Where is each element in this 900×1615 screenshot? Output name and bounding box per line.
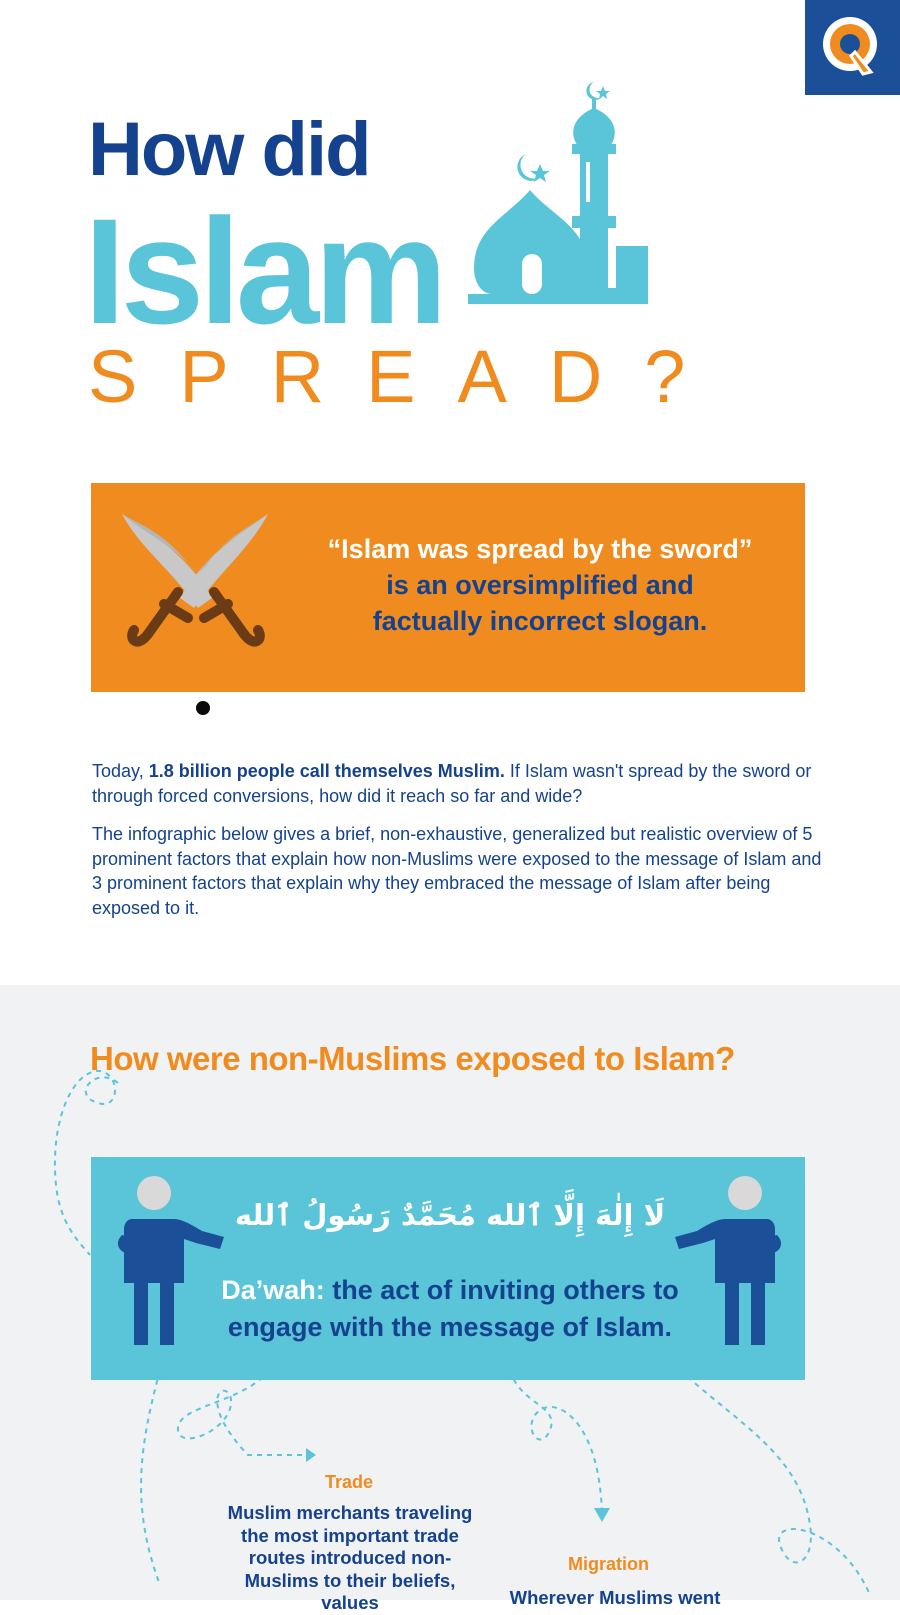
migration-label: Migration — [568, 1554, 649, 1574]
title-line-2: Islam — [84, 187, 443, 355]
shahada-text: لَا إِلٰهَ إِلَّا ٱلله مُحَمَّدٌ رَسُولُ ٱلله — [234, 1198, 666, 1232]
banner-text — [290, 531, 790, 639]
dawah-definition-text: the act of inviting others to engage with the message of Islam. — [227, 1275, 679, 1342]
logo[interactable] — [805, 0, 900, 95]
banner-line-3: factually incorrect slogan. — [372, 606, 708, 636]
q-logo-icon — [805, 0, 900, 95]
dawah-definition — [200, 1272, 700, 1346]
mosque-icon — [468, 78, 668, 326]
intro-paragraph-1 — [92, 759, 822, 808]
banner-line-2: is an oversimplified and — [386, 570, 694, 600]
section-heading: How were non-Muslims exposed to Islam? — [90, 1040, 735, 1077]
dot-marker — [196, 701, 210, 715]
trade-label: Trade — [325, 1472, 374, 1492]
intro-p1-bold: 1.8 billion people call themselves Muslim. — [148, 761, 505, 781]
title-line-3: SPREAD? — [88, 335, 728, 418]
intro-p1-post: If Islam wasn't spread by the sword or through forced conversions, how did it reach so far and wide? — [92, 761, 812, 806]
banner-quote: “Islam was spread by the sword” — [327, 534, 753, 564]
migration-description: Wherever Muslims went — [509, 1587, 721, 1608]
dawah-term: Da’wah: — [221, 1275, 325, 1305]
intro-p1-pre: Today, — [92, 761, 149, 781]
intro-paragraph-2: The infographic below gives a brief, non-exhaustive, generalized but realistic overview of 5 prominent factors that explain how non-Muslims were exposed to the message of Islam and 3 prominent factors that explain why they embraced the message of Islam after being exposed to it. — [92, 824, 822, 918]
title-line-1: How did — [88, 107, 370, 192]
crossed-swords-icon — [120, 508, 280, 666]
trade-description: Muslim merchants traveling the most important trade routes introduced non-Muslims to their beliefs, values — [227, 1502, 473, 1613]
